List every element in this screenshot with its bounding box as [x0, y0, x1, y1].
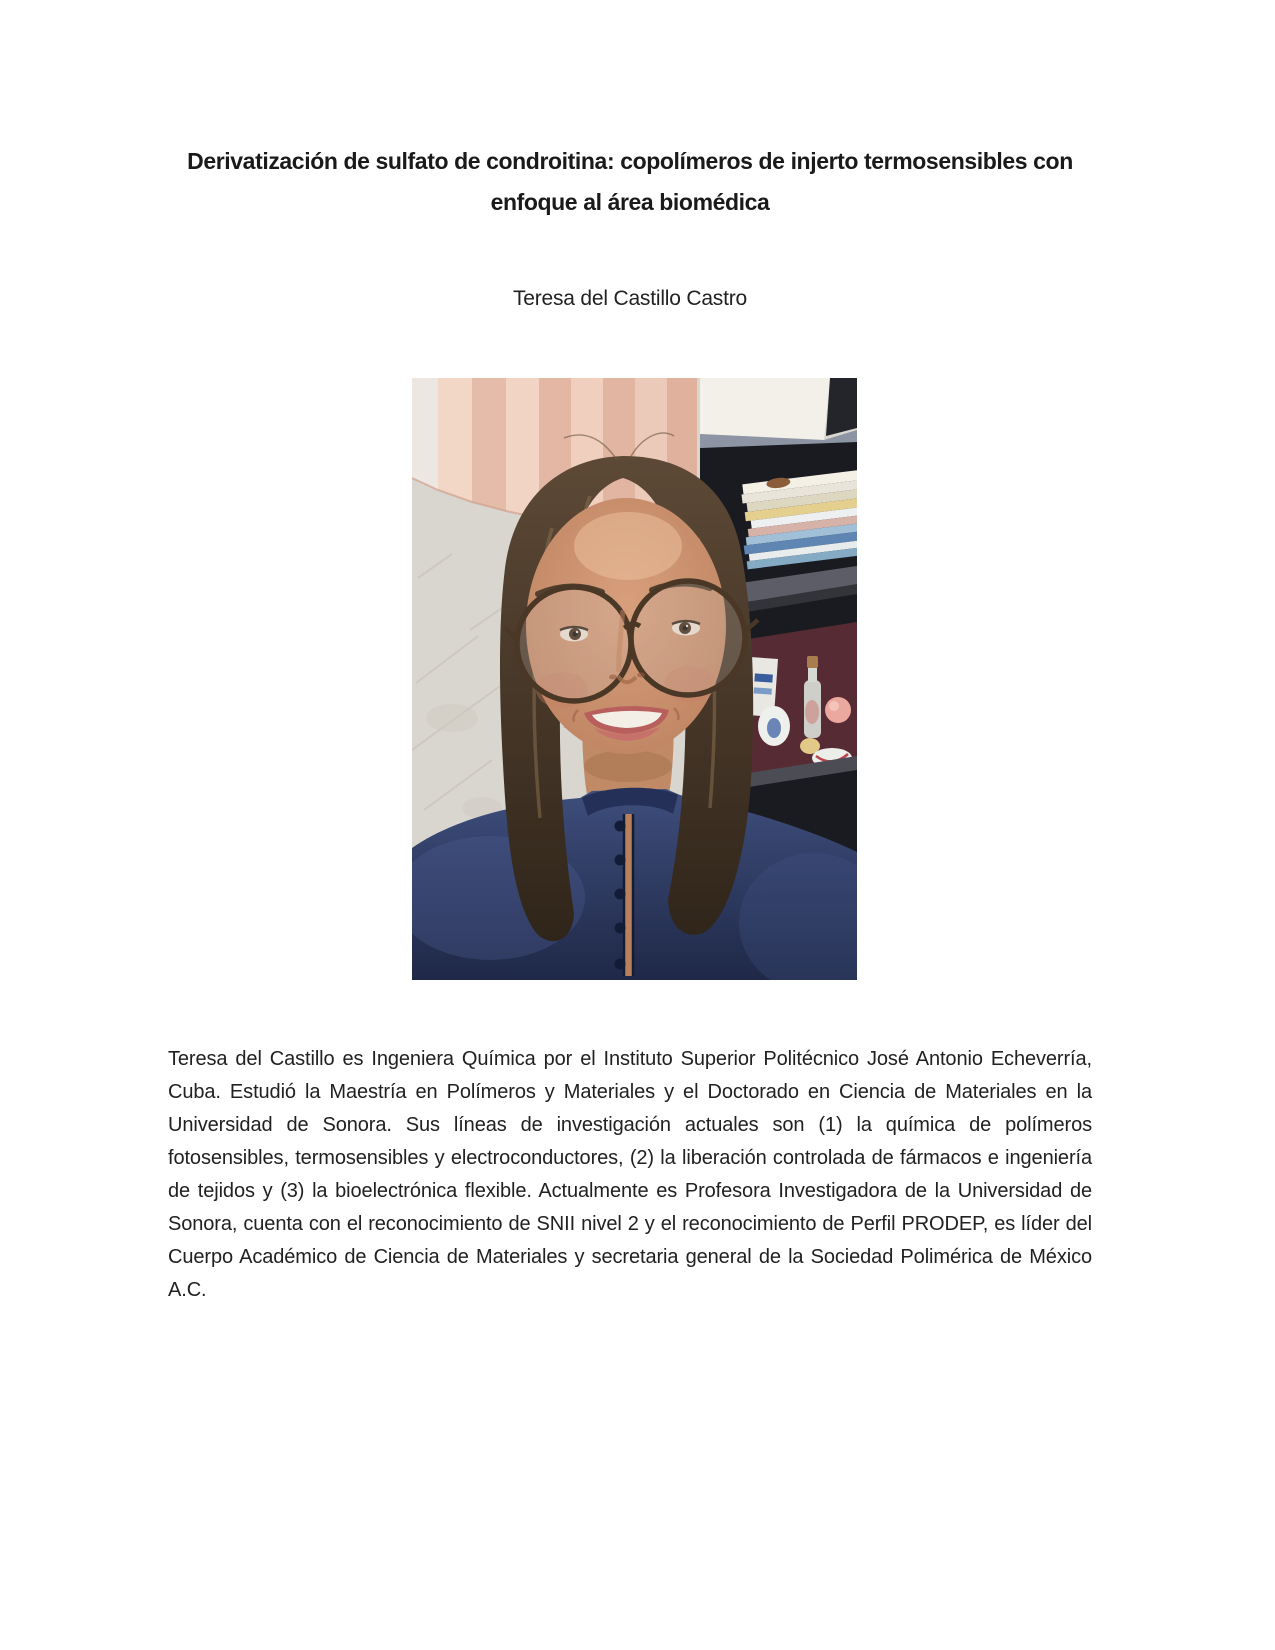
page-title-text: Derivatización de sulfato de condroitina: copolímeros de injerto termosensibles con enfoque al área biomédica: [187, 148, 1073, 215]
portrait-photo-illustration: [412, 378, 857, 980]
book-stack: [736, 468, 857, 570]
biography-paragraph: Teresa del Castillo es Ingeniera Química por el Instituto Superior Politécnico José Antonio Echeverría, Cuba. Estudió la Maestría en Polímeros y Materiales y el Doctorado en Ciencia de Materiales en la Universidad de Sonora. Sus líneas de investigación actuales son (1) la química de polímeros fotosensibles, termosensibles y electroconductores, (2) la liberación controlada de fármacos e ingeniería de tejidos y (3) la bioelectrónica flexible. Actualmente es Profesora Investigadora de la Universidad de Sonora, cuenta con el reconocimiento de SNII nivel 2 y el reconocimiento de Perfil PRODEP, es líder del Cuerpo Académico de Ciencia de Materiales y secretaria general de la Sociedad Polimérica de México A.C.: [168, 1048, 1092, 1301]
portrait-photo: [412, 378, 857, 980]
author-name: Teresa del Castillo Castro: [512, 287, 748, 310]
page-title: [168, 141, 1092, 223]
